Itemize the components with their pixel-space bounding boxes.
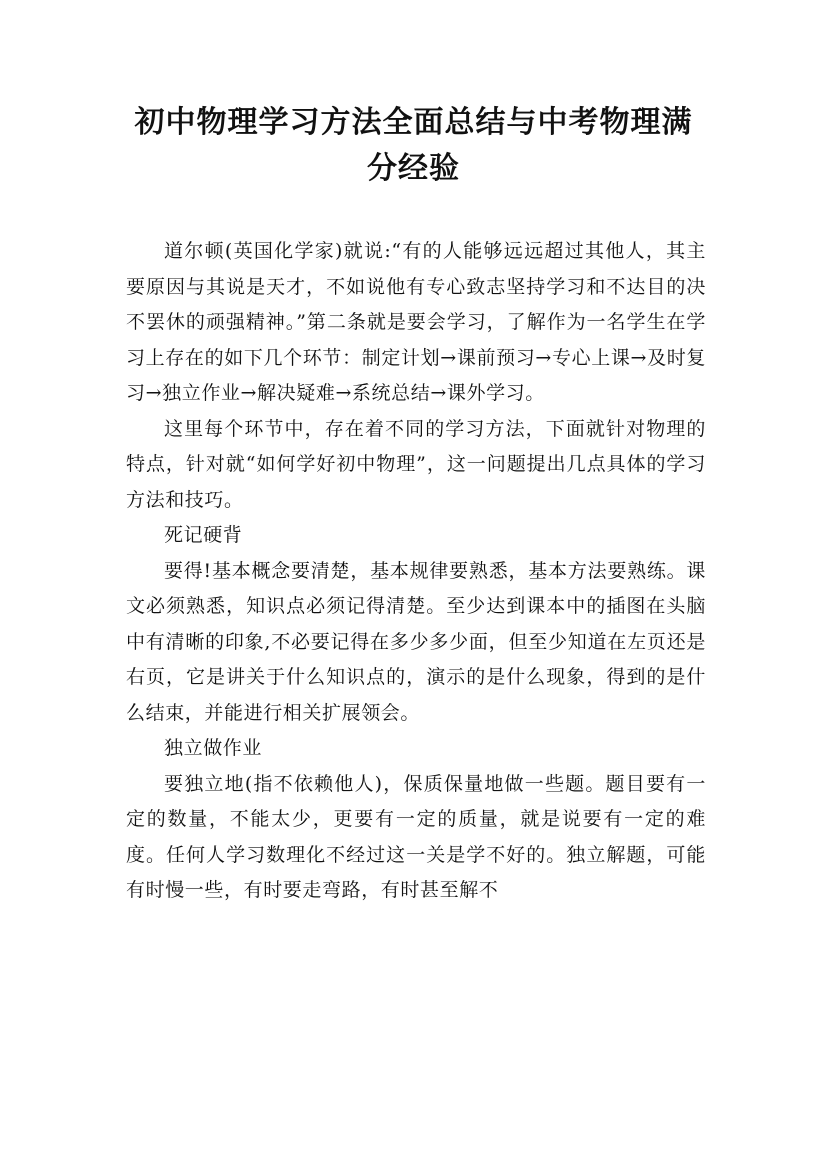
paragraph-methods: 这里每个环节中，存在着不同的学习方法，下面就针对物理的特点，针对就“如何学好初中物理”，这一问题提出几点具体的学习方法和技巧。: [126, 417, 706, 511]
title-line-2: 分经验: [367, 151, 460, 186]
document-body: [126, 234, 706, 909]
document-title: [110, 100, 717, 192]
paragraph-memorize: 要得!基本概念要清楚，基本规律要熟悉，基本方法要熟练。课文必须熟悉，知识点必须记得清楚。至少达到课本中的插图在头脑中有清晰的印象,不必要记得在多少多少面，但至少知道在左页还是右页，它是讲关于什么知识点的，演示的是什么现象，得到的是什么结束，并能进行相关扩展领会。: [126, 559, 706, 724]
section-heading-memorize: 死记硬背: [164, 524, 243, 546]
paragraph-intro: 道尔顿(英国化学家)就说:“有的人能够远远超过其他人，其主要原因与其说是天才，不如说他有专心致志坚持学习和不达目的决不罢休的顽强精神。”第二条就是要会学习，了解作为一名学生在学习上存在的如下几个环节：制定计划→课前预习→专心上课→及时复习→独立作业→解决疑难→系统总结→课外学习。: [126, 240, 706, 404]
title-line-1: 初中物理学习方法全面总结与中考物理满: [134, 105, 693, 140]
paragraph-homework: 要独立地(指不依赖他人)，保质保量地做一些题。题目要有一定的数量，不能太少，更要有一定的质量，就是说要有一定的难度。任何人学习数理化不经过这一关是学不好的。独立解题，可能有时慢一些，有时要走弯路，有时甚至解不: [126, 772, 706, 901]
section-heading-homework: 独立做作业: [164, 737, 263, 759]
